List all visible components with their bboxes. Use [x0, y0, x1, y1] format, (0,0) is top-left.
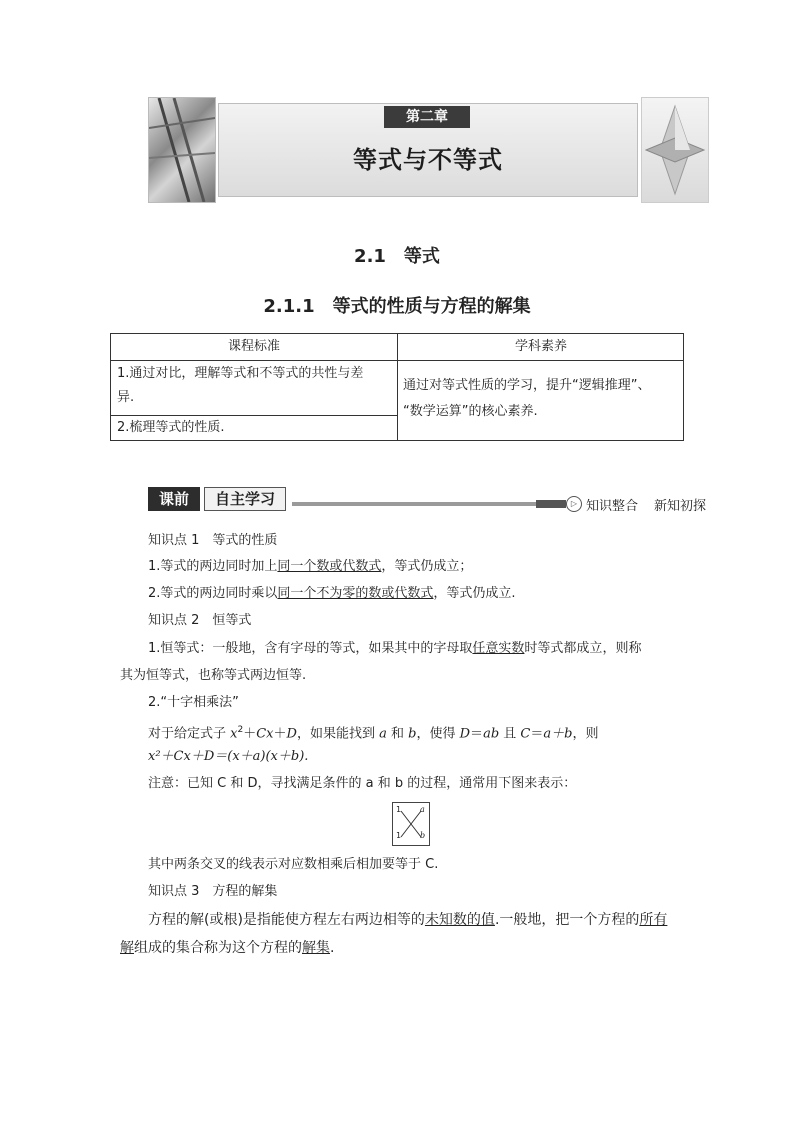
kp2-line-4: 对于给定式子 $x^2+Cx+D$，如果能找到 a 和 b，使得 D＝ab 且 C＝a＋b，则: [148, 725, 599, 742]
section-tag-2: 新知初探: [654, 499, 707, 514]
section-bar-label-2: 自主学习: [204, 487, 286, 511]
section-title: 2.1 等式: [354, 246, 440, 267]
kp1-line-1: 1.等式的两边同时加上同一个数或代数式，等式仍成立；: [148, 559, 473, 574]
table-cell-literacy-a: 通过对等式性质的学习，提升“逻辑推理”、: [403, 378, 651, 393]
table-cell-standard-1b: 异.: [117, 390, 135, 405]
diagram-bottom-right: b: [420, 831, 426, 840]
table-header-literacy: 学科素养: [514, 339, 567, 354]
kp2-after-diagram: 其中两条交叉的线表示对应数相乘后相加要等于 C.: [148, 857, 439, 872]
standards-table: [110, 333, 684, 441]
table-cell-literacy-b: “数学运算”的核心素养.: [403, 404, 538, 419]
table-cell-standard-1a: 1.通过对比，理解等式和不等式的共性与差: [117, 366, 364, 381]
chapter-label: 第二章: [384, 106, 470, 128]
diagram-top-right: a: [420, 805, 425, 814]
kp2-note: 注意：已知 C 和 D，寻找满足条件的 a 和 b 的过程，通常用下图来表示：: [148, 776, 577, 791]
kp2-line-3: 2.“十字相乘法”: [148, 695, 239, 710]
kp2-line-2: 其为恒等式，也称等式两边恒等.: [120, 668, 307, 683]
diagram-top-left: 1: [396, 805, 402, 814]
banner-left-image: [148, 97, 216, 203]
kp3-heading: 知识点 3 方程的解集: [148, 884, 278, 899]
play-icon: ▷: [566, 496, 582, 512]
kp1-heading: 知识点 1 等式的性质: [148, 533, 278, 548]
kp3-line-2: 解组成的集合称为这个方程的解集.: [120, 940, 335, 956]
section-bar-line: [292, 502, 536, 506]
diagram-bottom-left: 1: [396, 831, 402, 840]
section-bar-line-end: [536, 500, 566, 508]
subsection-title: 2.1.1 等式的性质与方程的解集: [263, 296, 531, 317]
kp2-line-1: 1.恒等式：一般地，含有字母的等式，如果其中的字母取任意实数时等式都成立，则称: [148, 641, 642, 656]
table-header-standard: 课程标准: [227, 339, 280, 354]
section-bar-label-1: 课前: [148, 487, 200, 511]
cross-multiplication-diagram: [392, 802, 430, 846]
table-cell-standard-2: 2.梳理等式的性质.: [117, 420, 225, 435]
kp1-line-2: 2.等式的两边同时乘以同一个不为零的数或代数式，等式仍成立.: [148, 586, 516, 601]
kp2-heading: 知识点 2 恒等式: [148, 613, 252, 628]
kp2-line-5: x²＋Cx＋D＝(x＋a)(x＋b).: [148, 749, 309, 764]
section-tag-1: 知识整合: [586, 499, 639, 514]
banner-right-image: [641, 97, 709, 203]
kp3-line-1: 方程的解(或根)是指能使方程左右两边相等的未知数的值.一般地，把一个方程的所有: [148, 912, 668, 928]
chapter-title: 等式与不等式: [353, 146, 503, 174]
